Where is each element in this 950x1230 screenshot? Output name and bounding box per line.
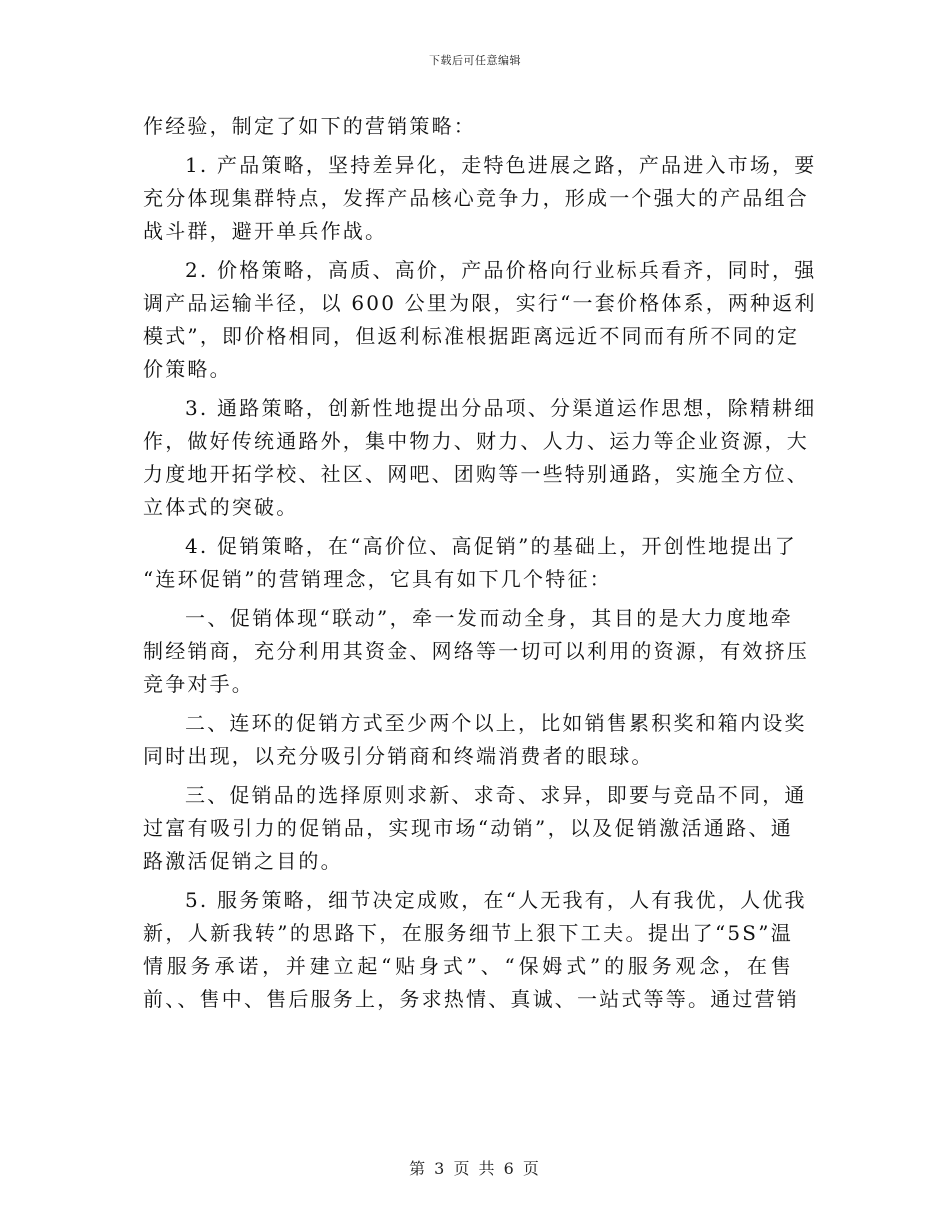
- text-line: 立体式的突破。: [143, 495, 299, 519]
- text-line: 战斗群，避开单兵作战。: [143, 219, 388, 243]
- text-line: 路激活促销之目的。: [143, 849, 343, 873]
- text-line: 4. 促销策略，在“高价位、高促销”的基础上，开创性地提出了: [185, 534, 797, 558]
- text-line: 模式”，即价格相同，但返利标准根据距离远近不同而有所不同的定: [143, 324, 800, 348]
- document-body: [143, 110, 817, 1016]
- text-line: 一、促销体现“联动”，牵一发而动全身，其目的是大力度地牵: [185, 606, 793, 630]
- text-line: 3. 通路策略，创新性地提出分品项、分渠道运作思想，除精耕细: [185, 396, 817, 420]
- text-line: 前、、售中、售后服务上，务求热情、真诚、一站式等等。通过营销: [143, 987, 799, 1011]
- text-line: 二、连环的促销方式至少两个以上，比如销售累积奖和箱内设奖: [185, 711, 807, 735]
- text-line: “连环促销”的营销理念，它具有如下几个特征：: [143, 567, 612, 591]
- text-line: 同时出现，以充分吸引分销商和终端消费者的眼球。: [143, 744, 654, 768]
- text-line: 2. 价格策略，高质、高价，产品价格向行业标兵看齐，同时，强: [185, 258, 817, 282]
- text-line: 作，做好传统通路外，集中物力、财力、人力、运力等企业资源，大: [143, 429, 809, 453]
- text-line: 制经销商，充分利用其资金、网络等一切可以利用的资源，有效挤压: [143, 639, 809, 663]
- text-line: 力度地开拓学校、社区、网吧、团购等一些特别通路，实施全方位、: [143, 462, 809, 486]
- text-line: 价策略。: [143, 357, 232, 381]
- text-line: 情服务承诺，并建立起“贴身式”、“保姆式”的服务观念，在售: [143, 954, 793, 978]
- page-footer: 第 3 页 共 6 页: [409, 1159, 541, 1178]
- text-line: 竞争对手。: [143, 672, 254, 696]
- page-header: 下载后可任意编辑: [429, 54, 521, 67]
- text-line: 调产品运输半径，以 600 公里为限，实行“一套价格体系，两种返利: [143, 291, 817, 315]
- text-line: 充分体现集群特点，发挥产品核心竞争力，形成一个强大的产品组合: [143, 186, 809, 210]
- text-line: 作经验，制定了如下的营销策略：: [143, 114, 476, 138]
- text-line: 新，人新我转”的思路下，在服务细节上狠下工夫。提出了“5S”温: [143, 921, 793, 945]
- text-line: 5. 服务策略，细节决定成败，在“人无我有，人有我优，人优我: [185, 888, 807, 912]
- text-line: 1. 产品策略，坚持差异化，走特色进展之路，产品进入市场，要: [185, 153, 817, 177]
- text-line: 三、促销品的选择原则求新、求奇、求异，即要与竞品不同，通: [185, 783, 807, 807]
- text-line: 过富有吸引力的促销品，实现市场“动销”，以及促销激活通路、通: [143, 816, 793, 840]
